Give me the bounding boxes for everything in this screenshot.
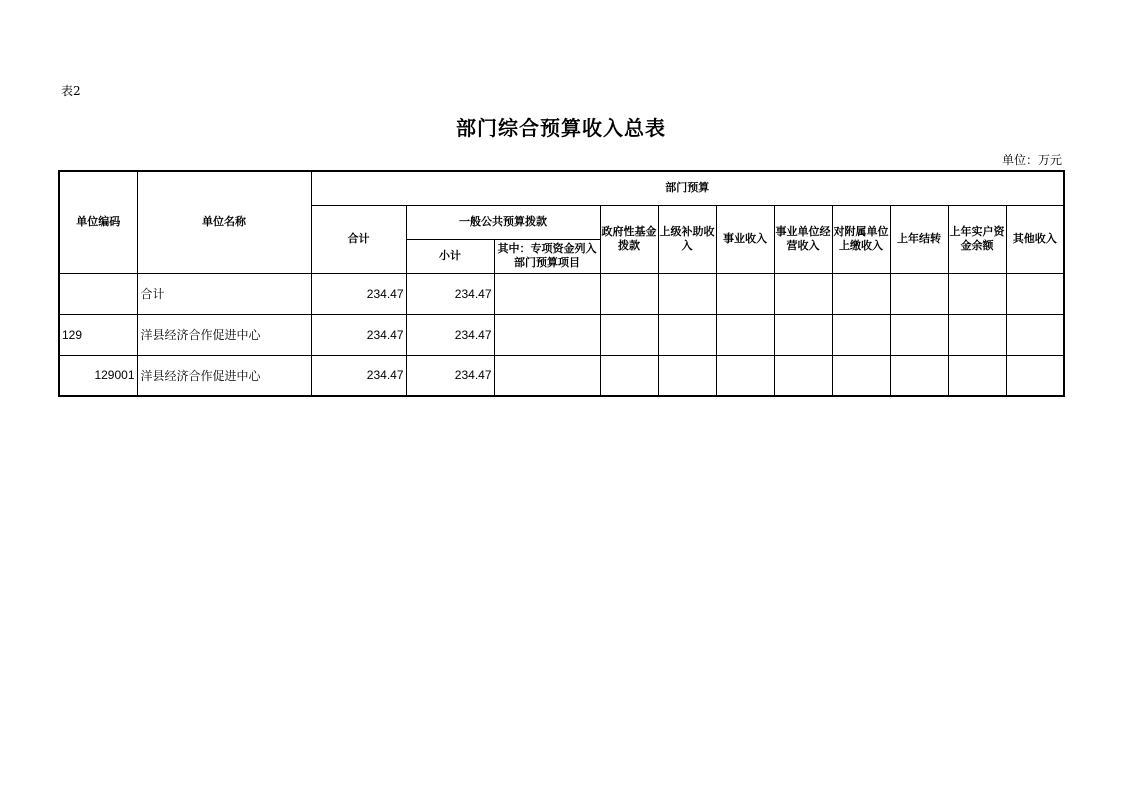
cell-empty <box>890 355 948 396</box>
cell-empty <box>948 314 1006 355</box>
cell-empty <box>658 273 716 314</box>
cell-code: 129 <box>59 314 137 355</box>
table-row <box>59 314 1064 355</box>
cell-total: 234.47 <box>311 314 406 355</box>
cell-empty <box>600 314 658 355</box>
budget-income-table <box>58 170 1065 397</box>
cell-empty <box>600 355 658 396</box>
header-total: 合计 <box>311 205 406 273</box>
header-prior-year-carryover: 上年结转 <box>890 205 948 273</box>
cell-empty <box>774 355 832 396</box>
header-unit-name: 单位名称 <box>137 171 311 273</box>
cell-empty <box>716 314 774 355</box>
cell-code: 129001 <box>59 355 137 396</box>
cell-total: 234.47 <box>311 273 406 314</box>
cell-empty <box>948 273 1006 314</box>
cell-empty <box>716 355 774 396</box>
cell-empty <box>774 273 832 314</box>
page-title: 部门综合预算收入总表 <box>456 116 666 140</box>
cell-empty <box>948 355 1006 396</box>
cell-total: 234.47 <box>311 355 406 396</box>
cell-empty <box>494 273 600 314</box>
header-general-public-budget: 一般公共预算拨款 <box>406 205 600 239</box>
header-career-income: 事业收入 <box>716 205 774 273</box>
cell-empty <box>716 273 774 314</box>
cell-empty <box>890 273 948 314</box>
cell-empty <box>1006 314 1064 355</box>
cell-subtotal: 234.47 <box>406 273 494 314</box>
header-unit-code: 单位编码 <box>59 171 137 273</box>
header-affiliated-income: 对附属单位上缴收入 <box>832 205 890 273</box>
header-dept-budget: 部门预算 <box>311 171 1064 205</box>
cell-empty <box>890 314 948 355</box>
table-row <box>59 273 1064 314</box>
cell-name: 合计 <box>137 273 311 314</box>
cell-empty <box>494 314 600 355</box>
header-prior-year-balance: 上年实户资金余额 <box>948 205 1006 273</box>
header-subtotal: 小计 <box>406 239 494 273</box>
cell-empty <box>832 355 890 396</box>
cell-empty <box>600 273 658 314</box>
cell-code <box>59 273 137 314</box>
header-special-fund: 其中：专项资金列入部门预算项目 <box>494 239 600 273</box>
cell-empty <box>832 273 890 314</box>
cell-empty <box>832 314 890 355</box>
unit-label: 单位：万元 <box>1001 153 1062 167</box>
header-operating-income: 事业单位经营收入 <box>774 205 832 273</box>
header-other-income: 其他收入 <box>1006 205 1064 273</box>
cell-empty <box>494 355 600 396</box>
header-superior-subsidy: 上级补助收入 <box>658 205 716 273</box>
cell-empty <box>658 314 716 355</box>
cell-empty <box>774 314 832 355</box>
cell-subtotal: 234.47 <box>406 355 494 396</box>
cell-name: 洋县经济合作促进中心 <box>137 355 311 396</box>
header-gov-fund: 政府性基金拨款 <box>600 205 658 273</box>
cell-empty <box>658 355 716 396</box>
cell-subtotal: 234.47 <box>406 314 494 355</box>
table-row <box>59 355 1064 396</box>
cell-empty <box>1006 273 1064 314</box>
cell-empty <box>1006 355 1064 396</box>
table-number: 表2 <box>61 84 81 98</box>
cell-name: 洋县经济合作促进中心 <box>137 314 311 355</box>
